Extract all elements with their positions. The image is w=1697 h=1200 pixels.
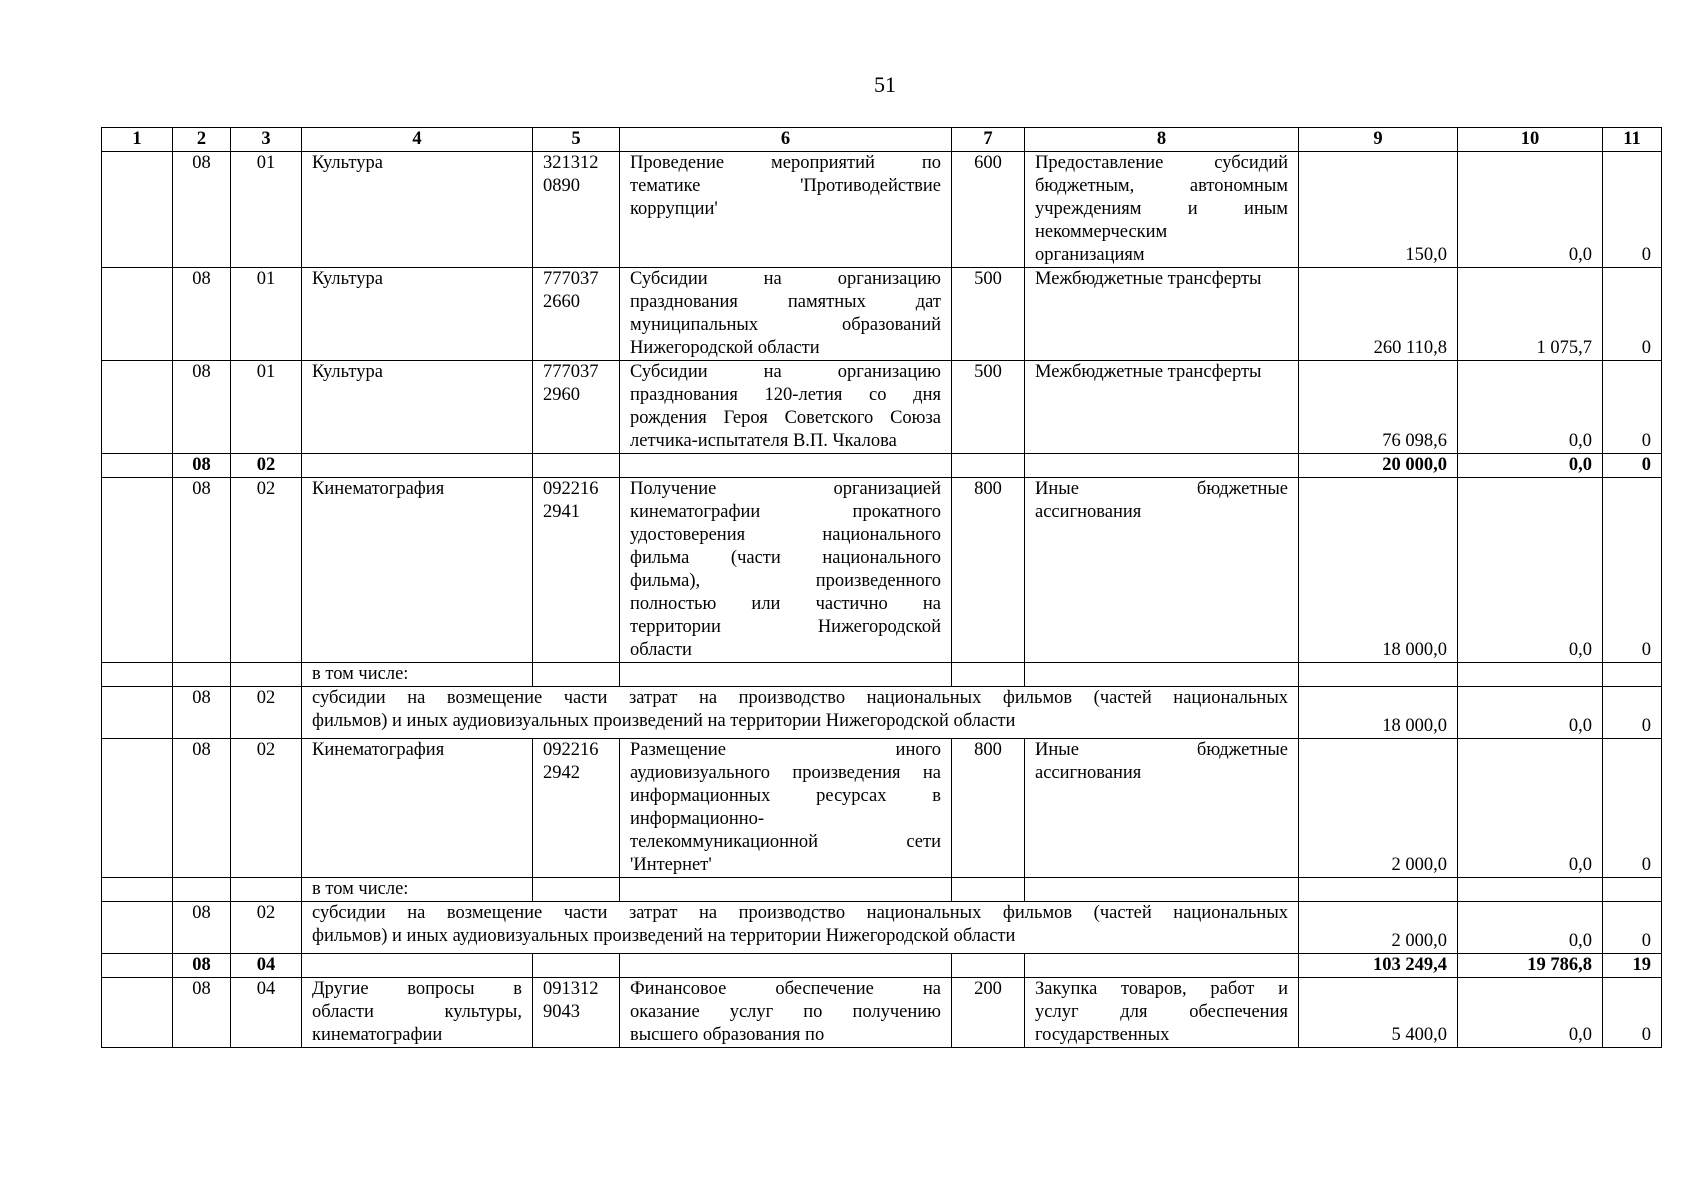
section-name-line: кинематографии — [312, 1025, 443, 1045]
expense-purpose-line: Финансовое обеспечение на — [630, 979, 941, 999]
empty-cell — [1458, 878, 1603, 902]
subsidy-description-line: субсидии на возмещение части затрат на производство национальных фильмов (частей национальных — [312, 903, 1288, 923]
expense-purpose — [620, 268, 952, 361]
empty-cell — [952, 954, 1025, 978]
empty-cell — [1025, 454, 1299, 478]
target-article-code — [533, 739, 620, 878]
target-article-code-line: 2960 — [543, 385, 580, 405]
subsection-code: 02 — [231, 687, 302, 739]
target-article-code-line: 2941 — [543, 502, 580, 522]
subsection-code: 01 — [231, 268, 302, 361]
expense-type-name-line: бюджетным, автономным — [1035, 176, 1288, 196]
amount-col10: 1 075,7 — [1458, 268, 1603, 361]
expense-purpose-line: коррупции' — [630, 199, 718, 219]
empty-cell — [533, 454, 620, 478]
amount-col9: 260 110,8 — [1299, 268, 1458, 361]
page-number: 51 — [874, 72, 896, 97]
target-article-code-line: 091312 — [543, 979, 599, 999]
expense-type-name — [1025, 739, 1299, 878]
empty-cell — [231, 878, 302, 902]
including-row — [102, 663, 1662, 687]
empty-cell — [1603, 878, 1662, 902]
budget-table — [101, 127, 1662, 1048]
empty-cell — [102, 152, 173, 268]
subsection-code: 04 — [231, 978, 302, 1048]
expense-purpose-line: 'Интернет' — [630, 855, 712, 875]
expense-type-name — [1025, 268, 1299, 361]
expense-type-name-line: учреждениям и иным — [1035, 199, 1288, 219]
amount-col9: 150,0 — [1299, 152, 1458, 268]
including-label: в том числе: — [302, 663, 533, 687]
expense-purpose-line: летчика-испытателя В.П. Чкалова — [630, 431, 897, 451]
subsection-code: 01 — [231, 152, 302, 268]
empty-cell — [952, 454, 1025, 478]
empty-cell — [952, 663, 1025, 687]
header-row — [102, 128, 1662, 152]
empty-cell — [102, 687, 173, 739]
expense-purpose — [620, 361, 952, 454]
empty-cell — [533, 878, 620, 902]
empty-cell — [102, 978, 173, 1048]
expense-purpose-line: информационных ресурсах в — [630, 786, 941, 806]
empty-cell — [102, 954, 173, 978]
empty-cell — [173, 663, 231, 687]
expense-type-name — [1025, 361, 1299, 454]
column-header: 2 — [173, 128, 231, 152]
expense-type-name-line: Иные бюджетные — [1035, 740, 1288, 760]
expense-type-name-line: Межбюджетные трансферты — [1035, 362, 1262, 382]
expense-purpose-line: оказание услуг по получению — [630, 1002, 941, 1022]
target-article-code-line: 321312 — [543, 153, 599, 173]
section-code: 08 — [173, 902, 231, 954]
expense-type-code: 600 — [952, 152, 1025, 268]
empty-cell — [173, 878, 231, 902]
subtotal-row — [102, 454, 1662, 478]
empty-cell — [1025, 663, 1299, 687]
empty-cell — [952, 878, 1025, 902]
empty-cell — [102, 478, 173, 663]
subsidy-description — [302, 687, 1299, 739]
amount-col10: 0,0 — [1458, 152, 1603, 268]
subsection-code: 02 — [231, 478, 302, 663]
amount-col11: 0 — [1603, 454, 1662, 478]
column-header: 10 — [1458, 128, 1603, 152]
expense-purpose-line: празднования 120-летия со дня — [630, 385, 941, 405]
amount-col9: 2 000,0 — [1299, 902, 1458, 954]
amount-col11: 0 — [1603, 739, 1662, 878]
section-name-line: Кинематография — [312, 740, 445, 760]
target-article-code-line: 2942 — [543, 763, 580, 783]
column-header: 7 — [952, 128, 1025, 152]
empty-cell — [533, 663, 620, 687]
table-row — [102, 268, 1662, 361]
target-article-code-line: 092216 — [543, 740, 599, 760]
section-name-line: Другие вопросы в — [312, 979, 522, 999]
subsection-code: 04 — [231, 954, 302, 978]
column-header: 6 — [620, 128, 952, 152]
empty-cell — [620, 663, 952, 687]
section-name-line: Культура — [312, 269, 383, 289]
target-article-code — [533, 978, 620, 1048]
amount-col9: 5 400,0 — [1299, 978, 1458, 1048]
amount-col10: 0,0 — [1458, 454, 1603, 478]
section-code: 08 — [173, 978, 231, 1048]
including-row — [102, 878, 1662, 902]
expense-purpose — [620, 978, 952, 1048]
section-name-line: Кинематография — [312, 479, 445, 499]
empty-cell — [620, 878, 952, 902]
empty-cell — [231, 663, 302, 687]
section-code: 08 — [173, 454, 231, 478]
empty-cell — [302, 954, 533, 978]
table-row — [102, 739, 1662, 878]
expense-type-name-line: Предоставление субсидий — [1035, 153, 1288, 173]
expense-purpose-line: фильма), произведенного — [630, 571, 941, 591]
expense-purpose-line: Проведение мероприятий по — [630, 153, 941, 173]
section-name — [302, 268, 533, 361]
empty-cell — [102, 361, 173, 454]
target-article-code — [533, 478, 620, 663]
amount-col9: 2 000,0 — [1299, 739, 1458, 878]
expense-type-name — [1025, 478, 1299, 663]
expense-type-name — [1025, 978, 1299, 1048]
empty-cell — [1025, 954, 1299, 978]
target-article-code-line: 777037 — [543, 362, 599, 382]
amount-col11: 0 — [1603, 687, 1662, 739]
expense-purpose-line: области — [630, 640, 692, 660]
amount-col11: 0 — [1603, 152, 1662, 268]
amount-col11: 19 — [1603, 954, 1662, 978]
subsidy-description-line: фильмов) и иных аудиовизуальных произведений на территории Нижегородской области — [312, 926, 1016, 946]
section-name-line: Культура — [312, 362, 383, 382]
amount-col10: 19 786,8 — [1458, 954, 1603, 978]
table-row — [102, 902, 1662, 954]
expense-purpose-line: кинематографии прокатного — [630, 502, 941, 522]
amount-col10: 0,0 — [1458, 978, 1603, 1048]
table-row — [102, 152, 1662, 268]
expense-purpose-line: высшего образования по — [630, 1025, 825, 1045]
amount-col11: 0 — [1603, 361, 1662, 454]
column-header: 11 — [1603, 128, 1662, 152]
expense-purpose-line: рождения Героя Советского Союза — [630, 408, 941, 428]
column-header: 5 — [533, 128, 620, 152]
table-row — [102, 361, 1662, 454]
expense-purpose-line: тематике 'Противодействие — [630, 176, 941, 196]
column-header: 4 — [302, 128, 533, 152]
section-code: 08 — [173, 687, 231, 739]
empty-cell — [620, 954, 952, 978]
including-label: в том числе: — [302, 878, 533, 902]
expense-purpose — [620, 152, 952, 268]
empty-cell — [620, 454, 952, 478]
expense-type-code: 200 — [952, 978, 1025, 1048]
expense-purpose — [620, 739, 952, 878]
expense-purpose-line: фильма (части национального — [630, 548, 941, 568]
amount-col9: 18 000,0 — [1299, 478, 1458, 663]
expense-type-name — [1025, 152, 1299, 268]
expense-purpose-line: Получение организацией — [630, 479, 941, 499]
empty-cell — [102, 878, 173, 902]
empty-cell — [1025, 878, 1299, 902]
section-name-line: Культура — [312, 153, 383, 173]
expense-type-name-line: государственных — [1035, 1025, 1170, 1045]
amount-col11: 0 — [1603, 902, 1662, 954]
target-article-code-line: 9043 — [543, 1002, 580, 1022]
target-article-code-line: 0890 — [543, 176, 580, 196]
amount-col9: 18 000,0 — [1299, 687, 1458, 739]
amount-col10: 0,0 — [1458, 739, 1603, 878]
section-code: 08 — [173, 361, 231, 454]
amount-col10: 0,0 — [1458, 361, 1603, 454]
target-article-code — [533, 268, 620, 361]
section-code: 08 — [173, 954, 231, 978]
expense-purpose-line: Субсидии на организацию — [630, 269, 941, 289]
amount-col10: 0,0 — [1458, 478, 1603, 663]
empty-cell — [1299, 663, 1458, 687]
expense-type-code: 500 — [952, 268, 1025, 361]
expense-purpose-line: муниципальных образований — [630, 315, 941, 335]
expense-purpose-line: аудиовизуального произведения на — [630, 763, 941, 783]
section-name-line: области культуры, — [312, 1002, 522, 1022]
empty-cell — [102, 663, 173, 687]
column-header: 1 — [102, 128, 173, 152]
empty-cell — [1603, 663, 1662, 687]
expense-purpose — [620, 478, 952, 663]
expense-purpose-line: Нижегородской области — [630, 338, 820, 358]
expense-purpose-line: празднования памятных дат — [630, 292, 941, 312]
expense-purpose-line: удостоверения национального — [630, 525, 941, 545]
expense-purpose-line: территории Нижегородской — [630, 617, 941, 637]
section-name — [302, 152, 533, 268]
section-code: 08 — [173, 478, 231, 663]
column-header: 3 — [231, 128, 302, 152]
expense-purpose-line: полностью или частично на — [630, 594, 941, 614]
empty-cell — [102, 454, 173, 478]
expense-purpose-line: Субсидии на организацию — [630, 362, 941, 382]
section-code: 08 — [173, 152, 231, 268]
section-name — [302, 478, 533, 663]
empty-cell — [102, 902, 173, 954]
subtotal-row — [102, 954, 1662, 978]
amount-col10: 0,0 — [1458, 687, 1603, 739]
amount-col11: 0 — [1603, 978, 1662, 1048]
section-name — [302, 739, 533, 878]
target-article-code — [533, 361, 620, 454]
section-code: 08 — [173, 739, 231, 878]
subsidy-description-line: фильмов) и иных аудиовизуальных произведений на территории Нижегородской области — [312, 711, 1016, 731]
section-name — [302, 361, 533, 454]
subsection-code: 02 — [231, 739, 302, 878]
amount-col9: 76 098,6 — [1299, 361, 1458, 454]
expense-purpose-line: Размещение иного — [630, 740, 941, 760]
empty-cell — [302, 454, 533, 478]
expense-purpose-line: информационно- — [630, 809, 765, 829]
table-row — [102, 978, 1662, 1048]
target-article-code — [533, 152, 620, 268]
subsection-code: 02 — [231, 454, 302, 478]
section-code: 08 — [173, 268, 231, 361]
subsection-code: 01 — [231, 361, 302, 454]
table-row — [102, 687, 1662, 739]
expense-type-name-line: Межбюджетные трансферты — [1035, 269, 1262, 289]
expense-type-name-line: некоммерческим — [1035, 222, 1168, 242]
amount-col9: 103 249,4 — [1299, 954, 1458, 978]
subsection-code: 02 — [231, 902, 302, 954]
empty-cell — [102, 739, 173, 878]
amount-col11: 0 — [1603, 478, 1662, 663]
amount-col9: 20 000,0 — [1299, 454, 1458, 478]
expense-type-code: 800 — [952, 478, 1025, 663]
target-article-code-line: 092216 — [543, 479, 599, 499]
expense-type-code: 500 — [952, 361, 1025, 454]
empty-cell — [1299, 878, 1458, 902]
empty-cell — [533, 954, 620, 978]
amount-col11: 0 — [1603, 268, 1662, 361]
table-row — [102, 478, 1662, 663]
subsidy-description-line: субсидии на возмещение части затрат на производство национальных фильмов (частей национальных — [312, 688, 1288, 708]
target-article-code-line: 777037 — [543, 269, 599, 289]
expense-type-name-line: Закупка товаров, работ и — [1035, 979, 1288, 999]
section-name — [302, 978, 533, 1048]
empty-cell — [102, 268, 173, 361]
expense-purpose-line: телекоммуникационной сети — [630, 832, 941, 852]
empty-cell — [1458, 663, 1603, 687]
expense-type-name-line: услуг для обеспечения — [1035, 1002, 1288, 1022]
column-header: 8 — [1025, 128, 1299, 152]
target-article-code-line: 2660 — [543, 292, 580, 312]
subsidy-description — [302, 902, 1299, 954]
amount-col10: 0,0 — [1458, 902, 1603, 954]
expense-type-name-line: организациям — [1035, 245, 1145, 265]
expense-type-name-line: Иные бюджетные — [1035, 479, 1288, 499]
expense-type-code: 800 — [952, 739, 1025, 878]
column-header: 9 — [1299, 128, 1458, 152]
expense-type-name-line: ассигнования — [1035, 763, 1142, 783]
expense-type-name-line: ассигнования — [1035, 502, 1142, 522]
